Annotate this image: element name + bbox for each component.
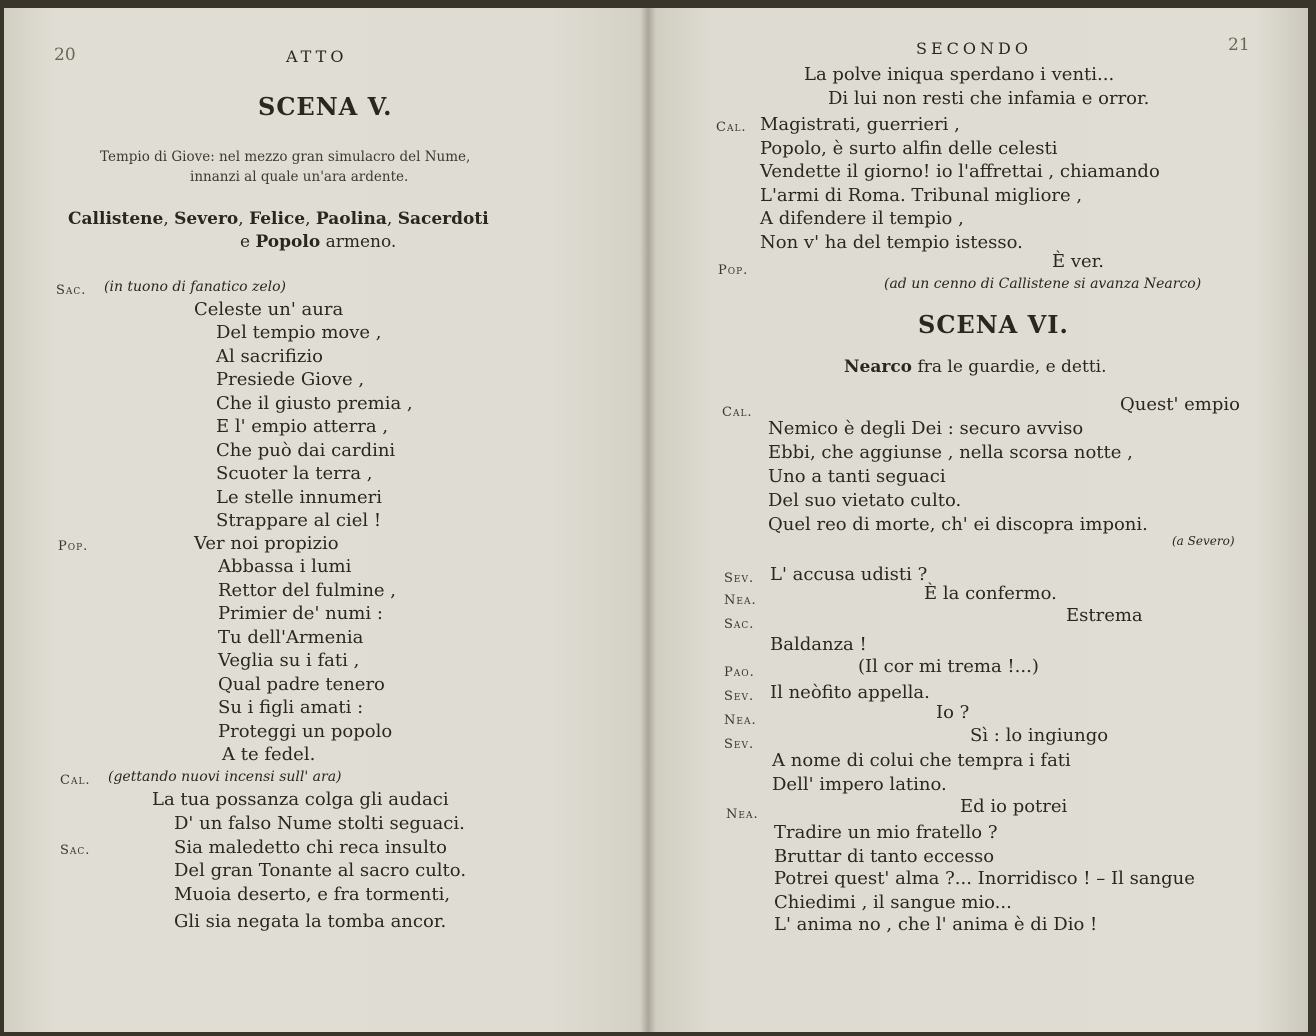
- stage-direction: (gettando nuovi incensi sull' ara): [108, 769, 342, 785]
- speaker-label: Cal.: [716, 120, 747, 135]
- verse-line: Del suo vietato culto.: [768, 490, 962, 511]
- character-list: Nearco fra le guardie, e detti.: [844, 357, 1107, 377]
- verse-line: L' accusa udisti ?: [770, 564, 928, 585]
- character-name: Callistene: [68, 209, 164, 229]
- stage-setting-line: innanzi al quale un'ara ardente.: [190, 169, 409, 185]
- verse-line: L'armi di Roma. Tribunal migliore ,: [760, 185, 1083, 206]
- verse-line: Strappare al ciel !: [216, 510, 382, 531]
- speaker-label: Sev.: [724, 737, 755, 752]
- left-page: [4, 8, 648, 1032]
- verse-line: Primier de' numi :: [218, 603, 383, 624]
- verse-line: Le stelle innumeri: [216, 487, 382, 508]
- verse-line: Tu dell'Armenia: [218, 627, 364, 648]
- speaker-label: Cal.: [60, 773, 91, 788]
- speaker-label: Sac.: [56, 283, 87, 298]
- verse-line: E l' empio atterra ,: [216, 416, 389, 437]
- speaker-label: Pop.: [58, 539, 89, 554]
- right-page: [648, 8, 1308, 1032]
- verse-line: La polve iniqua sperdano i venti...: [804, 64, 1115, 85]
- verse-line: Estrema: [1066, 605, 1143, 626]
- verse-line: Io ?: [936, 702, 970, 723]
- speaker-label: Nea.: [726, 807, 759, 822]
- verse-line: Potrei quest' alma ?... Inorridisco ! – Il sangue: [774, 868, 1195, 889]
- verse-line: La tua possanza colga gli audaci: [152, 789, 449, 810]
- verse-line: Presiede Giove ,: [216, 369, 365, 390]
- verse-line: Dell' impero latino.: [772, 774, 947, 795]
- character-name: Nearco: [844, 357, 913, 377]
- character-name: Popolo: [255, 232, 321, 252]
- character-list: e Popolo armeno.: [240, 232, 397, 252]
- verse-line: È ver.: [1052, 251, 1105, 272]
- speaker-label: Cal.: [722, 405, 753, 420]
- verse-line: Magistrati, guerrieri ,: [760, 114, 960, 135]
- speaker-label: Sev.: [724, 571, 755, 586]
- verse-line: Non v' ha del tempio istesso.: [760, 232, 1023, 253]
- verse-line: Abbassa i lumi: [218, 556, 352, 577]
- verse-line: Del tempio move ,: [216, 322, 382, 343]
- verse-line: L' anima no , che l' anima è di Dio !: [774, 914, 1098, 935]
- verse-line: Baldanza !: [770, 634, 867, 655]
- verse-line: Ed io potrei: [960, 796, 1068, 817]
- verse-line: Sì : lo ingiungo: [970, 725, 1109, 746]
- verse-line: A difendere il tempio ,: [760, 208, 964, 229]
- speaker-label: Pop.: [718, 263, 749, 278]
- verse-line: Veglia su i fati ,: [218, 650, 360, 671]
- verse-line: Uno a tanti seguaci: [768, 466, 946, 487]
- verse-line: Ver noi propizio: [194, 533, 339, 554]
- speaker-label: Nea.: [724, 593, 757, 608]
- running-head: SECONDO: [916, 39, 1032, 58]
- character-name: Paolina: [315, 209, 387, 229]
- verse-line: Che il giusto premia ,: [216, 393, 413, 414]
- speaker-label: Sac.: [60, 843, 91, 858]
- verse-line: Chiedimi , il sangue mio...: [774, 892, 1012, 913]
- verse-line: Gli sia negata la tomba ancor.: [174, 911, 447, 932]
- verse-line: Rettor del fulmine ,: [218, 580, 397, 601]
- verse-line: Nemico è degli Dei : securo avviso: [768, 418, 1084, 439]
- verse-line: Su i figli amati :: [218, 697, 364, 718]
- verse-line: È la confermo.: [924, 583, 1057, 604]
- verse-line: A te fedel.: [222, 744, 316, 765]
- verse-line: Vendette il giorno! io l'affrettai , chiamando: [760, 161, 1160, 182]
- verse-line: Di lui non resti che infamia e orror.: [828, 88, 1150, 109]
- verse-line: D' un falso Nume stolti seguaci.: [174, 813, 465, 834]
- running-head: ATTO: [286, 47, 348, 66]
- book-gutter: [640, 8, 656, 1032]
- speaker-label: Nea.: [724, 713, 757, 728]
- speaker-label: Sac.: [724, 617, 755, 632]
- verse-line: Qual padre tenero: [218, 674, 385, 695]
- character-name: Severo: [174, 209, 239, 229]
- speaker-label: Pao.: [724, 665, 755, 680]
- stage-direction: (ad un cenno di Callistene si avanza Nearco): [884, 276, 1202, 292]
- character-name: Felice: [249, 209, 306, 229]
- speaker-label: Sev.: [724, 689, 755, 704]
- verse-line: Celeste un' aura: [194, 299, 344, 320]
- verse-line: Popolo, è surto alfin delle celesti: [760, 138, 1058, 159]
- verse-line: Muoia deserto, e fra tormenti,: [174, 884, 451, 905]
- stage-setting-line: Tempio di Giove: nel mezzo gran simulacro del Nume,: [100, 149, 471, 165]
- scene-title: SCENA V.: [258, 92, 393, 121]
- stage-direction: (a Severo): [1172, 534, 1235, 548]
- page-number: 20: [54, 45, 76, 65]
- verse-line: Che può dai cardini: [216, 440, 396, 461]
- verse-line: Scuoter la terra ,: [216, 463, 373, 484]
- verse-line: Al sacrifizio: [216, 346, 323, 367]
- verse-line: Proteggi un popolo: [218, 721, 393, 742]
- verse-line: Tradire un mio fratello ?: [774, 822, 998, 843]
- verse-line: Quest' empio: [1120, 394, 1240, 415]
- verse-line: Del gran Tonante al sacro culto.: [174, 860, 467, 881]
- character-name: Sacerdoti: [397, 209, 489, 229]
- verse-line: Quel reo di morte, ch' ei discopra imponi.: [768, 514, 1148, 535]
- verse-line: Ebbi, che aggiunse , nella scorsa notte ,: [768, 442, 1133, 463]
- verse-line: Il neòfito appella.: [770, 682, 930, 703]
- scene-title: SCENA VI.: [918, 310, 1069, 339]
- verse-line: Sia maledetto chi reca insulto: [174, 837, 447, 858]
- character-list: Callistene, Severo, Felice, Paolina, Sacerdoti: [68, 209, 489, 229]
- page-number: 21: [1228, 35, 1250, 55]
- verse-line: Bruttar di tanto eccesso: [774, 846, 995, 867]
- verse-line: (Il cor mi trema !...): [858, 656, 1039, 677]
- verse-line: A nome di colui che tempra i fati: [772, 750, 1071, 771]
- stage-direction: (in tuono di fanatico zelo): [104, 279, 287, 295]
